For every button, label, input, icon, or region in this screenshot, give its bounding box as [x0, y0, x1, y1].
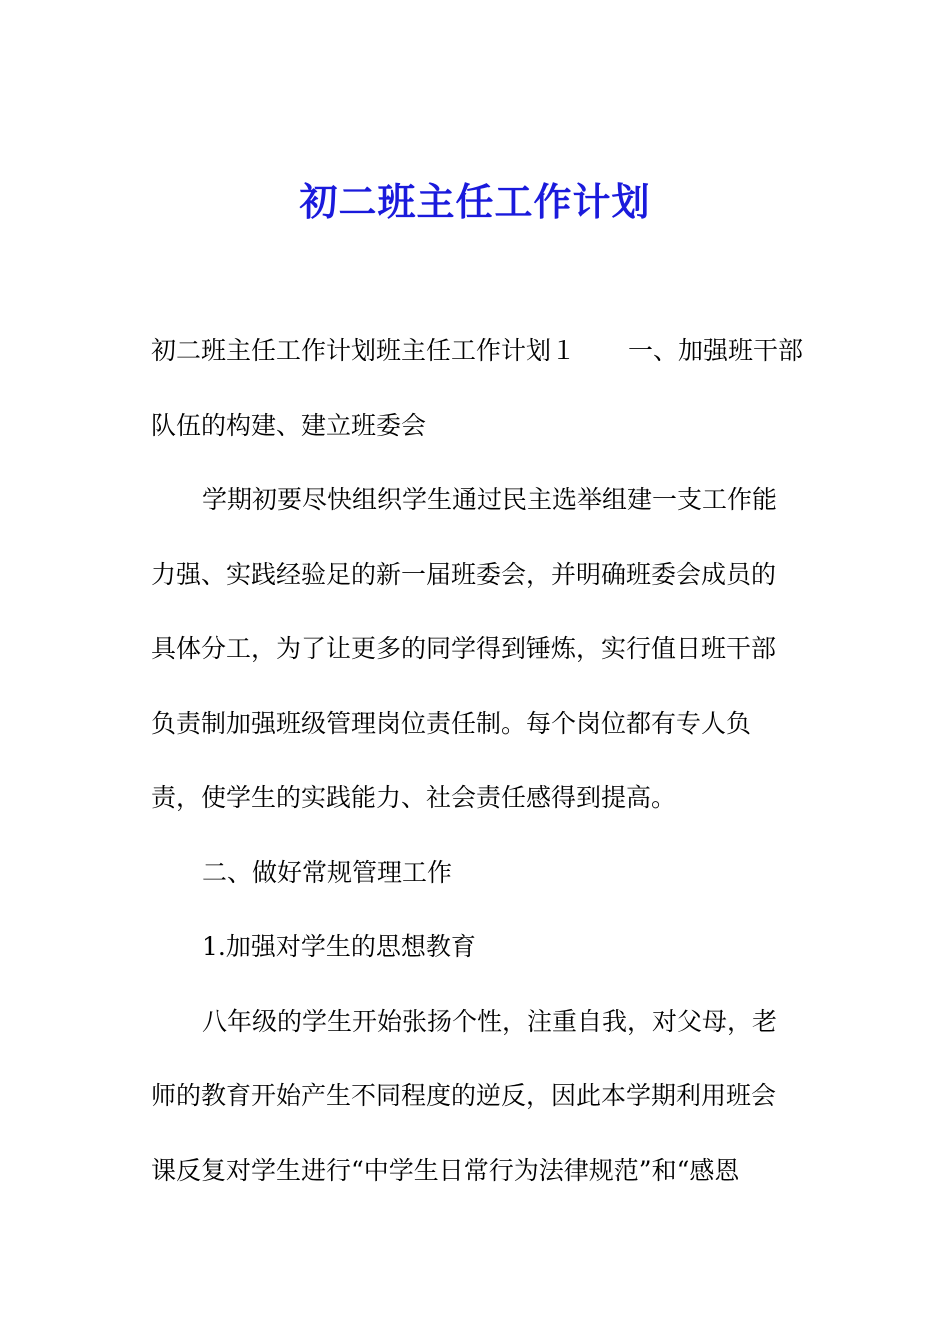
text-line-1: [151, 314, 811, 389]
text-line-2: 队伍的构建、建立班委会: [151, 410, 427, 440]
text-line-10: 八年级的学生开始张扬个性，注重自我，对父母，老: [202, 1006, 778, 1036]
text-line-3: 学期初要尽快组织学生通过民主选举组建一支工作能: [202, 485, 778, 514]
document-body: [151, 314, 811, 1208]
text-line-6: 负责制加强班级管理岗位责任制。每个岗位都有专人负: [151, 708, 752, 738]
section-heading-2: 二、做好常规管理工作: [202, 857, 453, 887]
text-line-5: 具体分工，为了让更多的同学得到锤炼，实行值日班干部: [151, 634, 777, 663]
document-title: 初二班主任工作计划: [299, 179, 651, 224]
text-line-11: 师的教育开始产生不同程度的逆反，因此本学期利用班会: [151, 1081, 777, 1110]
text-line-1-part-b: 一、加强班干部: [628, 336, 804, 365]
text-line-1-part-a: 初二班主任工作计划班主任工作计划１: [151, 336, 577, 365]
text-line-12: 课反复对学生进行“中学生日常行为法律规范”和“感恩: [151, 1155, 740, 1185]
text-line-7: 责，使学生的实践能力、社会责任感得到提高。: [151, 783, 677, 812]
subsection-heading-1: 1.加强对学生的思想教育: [202, 932, 476, 961]
text-line-4: 力强、实践经验足的新一届班委会，并明确班委会成员的: [151, 559, 777, 589]
